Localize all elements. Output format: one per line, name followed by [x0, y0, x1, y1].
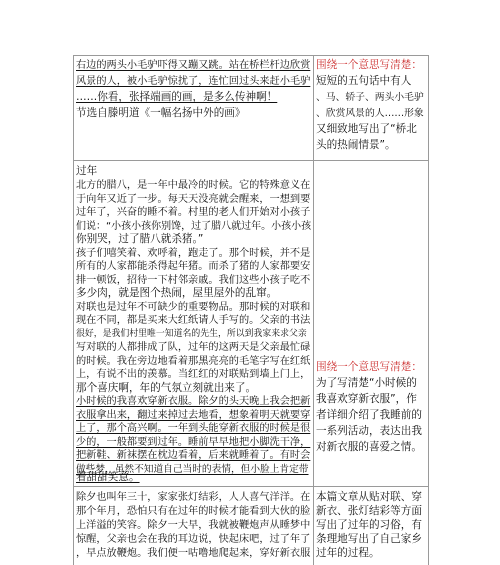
row2-note-line: 为了写清楚“小时候的 [316, 377, 417, 389]
row1-text-line: ……你看，张择端画的画，是多么传神啊！ [76, 91, 278, 103]
row2-text-line: 现在不同，都是买来大红纸请人手写的。父亲的书法 [76, 315, 311, 326]
row2-text-line: 上了，那个高兴啊。一年到头能穿新衣服的时候是很 [76, 423, 311, 434]
row1-note-line: 、马、轿子、两头小毛驴 [316, 92, 424, 103]
row2-text-line: 所有的人家都能杀得起年猪。而杀了猪的人家都要安 [76, 261, 311, 272]
row2-text-line: 衣服拿出来，翻过来掉过去地看，想象着明天就要穿 [76, 409, 311, 421]
row1-text-line: 右边的两头小毛驴吓得又蹦又跳。站在桥栏杆边欣赏 [76, 60, 311, 71]
row3-text-line: ，早点放鞭炮。我们便一咕噜地爬起来，穿好新衣服 [76, 548, 311, 559]
row3-text-line: 惊醒，父亲也会在我的耳边说，快起床吧，过了年了 [76, 534, 311, 545]
row2-note-line: 者详细介绍了我睡前的 [316, 409, 422, 421]
row3-note-line: 条理地写出了自己家乡 [316, 533, 422, 545]
row2-text-line: 做些梦，虽然不知道自己当时的表情，但小脸上肯定带 [76, 463, 309, 475]
row2-text-line: 那个喜庆啊，年的气氛立刻就出来了。 [76, 381, 257, 394]
table-row-divider [73, 486, 428, 487]
row1-source: 节选自滕明道《一幅名扬中外的画》 [76, 107, 246, 119]
row1-text-line: 风景的人，被小毛驴惊扰了，连忙回过头来赶小毛驴 [76, 76, 311, 87]
row2-text-line: 着甜甜笑意。 [76, 471, 140, 483]
row2-text-line: 的时候。我在旁边地看着那黑亮亮的毛笔字写在红纸 [76, 355, 311, 367]
row2-text-line: 上，有说不出的羡慕。当红红的对联贴到墙上门上， [76, 369, 311, 380]
row1-note-line: 又细致地写出了“桥北 [316, 123, 417, 135]
table-border-top [73, 55, 428, 56]
row3-text-line: 除夕也叫年三十，家家张灯结彩，人人喜气洋洋。在 [76, 492, 311, 503]
row2-text-line: 少的，一般都要到过年。睡前早早地把小脚洗干净， [76, 436, 311, 448]
row2-text-line: 很好，是我们村里唯一知道名的先生，所以到我家来求父亲 [76, 328, 307, 339]
row1-note-line: 头的热闹情景”。 [316, 139, 396, 151]
row2-text-line: 对联也是过年不可缺少的重要物品。那时候的对联和 [76, 301, 311, 313]
row2-text-line: 们说：“小孩小孩你别馋，过了腊八就过年。小孩小孩 [76, 220, 312, 232]
row2-text-line: 孩子们嘻笑着、欢呼着，跑走了。那个时候，并不是 [76, 247, 311, 259]
row1-note-line: 短短的五句话中有人 [316, 75, 412, 87]
row3-note-line: 本篇文章从贴对联、穿 [316, 491, 422, 503]
table-row-divider [73, 160, 428, 161]
row3-note-line: 新衣、张灯结彩等方面 [316, 505, 422, 517]
row3-text-line: 那个年月，恐怕只有在过年的时候才能看到大伙的脸 [76, 506, 311, 517]
row2-text-line: 排一顿饭，招待一下村邻亲戚。我们这些小孩子吃不 [76, 274, 311, 286]
row3-text-line: 上洋溢的笑容。除夕一大早，我就被鞭炮声从睡梦中 [76, 520, 311, 531]
row1-note-line: 、欣赏风景的人……形象 [316, 108, 424, 119]
table-border-right [428, 55, 429, 565]
table-border-left [73, 55, 74, 565]
row2-text-line: 你别哭，过了腊八就杀猪。” [76, 233, 204, 245]
row2-note-heading: 围绕一个意思写清楚： [316, 361, 422, 373]
row2-text-line: 过年了，兴奋的睡不着。村里的老人们开始对小孩子 [76, 207, 311, 218]
row2-text-line: 小时候的我喜欢穿新衣服。除夕的头天晚上我会把新 [76, 396, 311, 407]
row2-note-line: 我喜欢穿新衣服”，作 [316, 393, 417, 405]
row3-note-line: 过年的过程。 [316, 547, 380, 559]
row2-text-line: 多少肉，就是图个热闹，屋里屋外的乱窜。 [76, 287, 278, 299]
row2-title: 过年 [76, 165, 98, 177]
row2-text-line: 于向年又近了一步。每天天没亮就会醒来，一想到要 [76, 193, 311, 205]
row1-note-heading: 围绕一个意思写清楚： [316, 59, 422, 71]
row2-note-line: 一系列活动，表达出我 [316, 425, 422, 437]
row3-note-line: 写出了过年的习俗，有 [316, 519, 422, 531]
row2-text-line: 北方的腊八，是一年中最冷的时候。它的特殊意义在 [76, 180, 311, 191]
row2-note-line: 对新衣服的喜爱之情。 [316, 441, 422, 453]
row2-text-line: 写对联的人都排成了队，过年的这两天是父亲最忙碌 [76, 342, 311, 353]
row2-text-line: 把新鞋、新袜摆在枕边看着，后来就睡着了。有时会 [76, 450, 311, 461]
table-border-middle [313, 55, 314, 565]
